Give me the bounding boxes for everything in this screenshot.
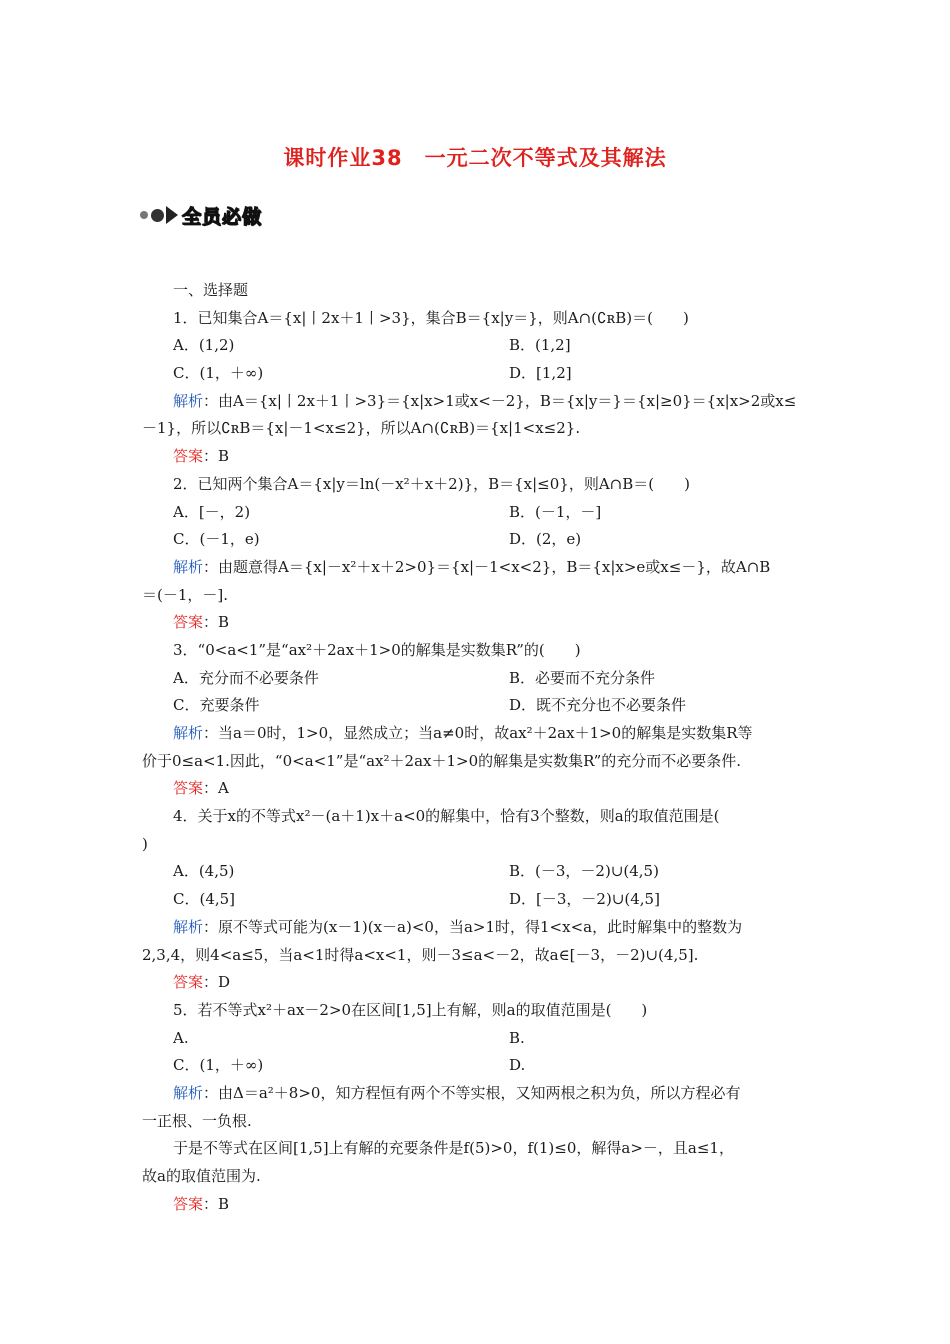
question-4-analysis [142,914,810,942]
question-3-options-cd [142,692,810,720]
question-1-stem: 1．已知集合A＝{x|丨2x＋1丨>3}，集合B＝{x|y＝}，则A∩(∁ʀB)＝( ) [173,308,689,327]
option-b: B．(1,2] [509,336,571,355]
question-3-analysis [142,720,810,748]
section-label: 全员必做 [182,205,263,228]
question-2-stem: 2．已知两个集合A＝{x|y＝ln(－x²＋x＋2)}，B＝{x|≤0}，则A∩B＝( ) [173,474,690,493]
answer-value: ：B [203,447,230,466]
analysis-label: 解析 [173,724,204,742]
section-header [140,202,262,228]
answer-label: 答案 [173,613,204,632]
large-dot-icon [151,209,164,222]
option-c: C．(1，＋∞) [173,364,264,383]
small-dot-icon [140,211,148,219]
option-d: D．(2，e) [509,530,582,549]
analysis-text: ：由题意得A＝{x|－x²＋x＋2>0}＝{x|－1<x<2}，B＝{x|x>e或x≤－}，故A∩B [203,557,771,576]
section-heading: 一、选择题 [173,281,249,299]
question-2-answer [142,609,810,637]
page-title: 课时作业38 一元二次不等式及其解法 [283,146,667,170]
option-c: C．(1，＋∞) [173,1056,264,1075]
option-a: A．(1,2) [173,336,235,355]
answer-label: 答案 [173,447,204,466]
option-a: A．[－，2) [173,502,251,521]
analysis-text: ：当a＝0时，1>0，显然成立；当a≠0时，故ax²＋2ax＋1>0的解集是实数集R等 [203,724,753,742]
analysis-label: 解析 [173,391,204,410]
question-5-options-cd [142,1052,810,1080]
option-d: D．[1,2] [509,364,572,383]
answer-value: ：B [203,1194,230,1213]
question-4-options-cd [142,886,810,914]
answer-label: 答案 [173,973,204,992]
analysis-text: ：原不等式可能为(x－1)(x－a)<0，当a>1时，得1<x<a，此时解集中的整数为 [203,917,743,936]
question-5-analysis [142,1080,810,1108]
question-5-answer [142,1191,810,1219]
option-c: C．充要条件 [173,696,260,715]
analysis-text: ：由A＝{x|丨2x＋1丨>3}＝{x|x>1或x<－2}，B＝{x|y＝}＝{x|≥0}＝{x|x>2或x≤ [203,391,797,410]
question-1-options-cd [142,360,810,388]
option-d: D. [509,1056,526,1075]
option-c: C．(－1，e) [173,530,260,549]
question-3-stem: 3．“0<a<1”是“ax²＋2ax＋1>0的解集是实数集R”的( ) [173,640,581,659]
analysis-text: ：由Δ＝a²＋8>0，知方程恒有两个不等实根，又知两根之积为负，所以方程必有 [203,1083,741,1102]
question-2-options-ab [142,499,810,527]
answer-value: ：D [203,973,231,992]
question-2-analysis [142,554,810,582]
question-1-options-ab [142,332,810,360]
option-b: B．(－1，－] [509,502,602,521]
question-3-analysis-cont: 价于0≤a<1.因此，“0<a<1”是“ax²＋2ax＋1>0的解集是实数集R”的充分而不必要条件. [142,751,742,770]
arrow-icon [166,206,178,224]
question-5-options-ab [142,1025,810,1053]
analysis-label: 解析 [173,557,204,576]
answer-value: ：B [203,613,230,632]
question-5-analysis-para2: 于是不等式在区间[1,5]上有解的充要条件是f(5)>0，f(1)≤0，解得a>－，且a≤1， [173,1139,734,1158]
option-d: D．[－3，－2)∪(4,5] [509,890,660,909]
analysis-label: 解析 [173,917,204,936]
answer-label: 答案 [173,779,204,798]
question-4-answer [142,969,810,997]
option-a: A．充分而不必要条件 [173,668,319,687]
question-1-analysis-cont: －1}，所以∁ʀB＝{x|－1<x≤2}，所以A∩(∁ʀB)＝{x|1<x≤2}. [142,419,581,438]
question-2-options-cd [142,526,810,554]
option-c: C．(4,5] [173,890,236,909]
question-4-stem-cont: ) [142,834,148,853]
option-a: A．(4,5) [173,862,235,881]
question-1-answer [142,443,810,471]
question-3-answer [142,775,810,803]
question-4-stem: 4．关于x的不等式x²－(a＋1)x＋a<0的解集中，恰有3个整数，则a的取值范围是( [173,807,720,826]
option-a: A. [173,1028,189,1047]
question-4-options-ab [142,858,810,886]
question-4-analysis-cont: 2,3,4，则4<a≤5，当a<1时得a<x<1，则－3≤a<－2，故a∈[－3，－2)∪(4,5]. [142,945,699,964]
question-5-analysis-cont: 一正根、一负根. [142,1111,252,1130]
question-2-analysis-cont: ＝(－1，－]. [142,585,229,604]
question-5-analysis-para2-cont: 故a的取值范围为. [142,1167,261,1185]
option-b: B．(－3，－2)∪(4,5) [509,862,659,881]
question-3-options-ab [142,665,810,693]
question-5-stem: 5．若不等式x²＋ax－2>0在区间[1,5]上有解，则a的取值范围是( ) [173,1000,648,1019]
analysis-label: 解析 [173,1083,204,1102]
option-b: B. [509,1028,525,1047]
question-1-analysis [142,388,810,416]
option-d: D．既不充分也不必要条件 [509,696,687,715]
answer-value: ：A [203,779,229,798]
exercise-content [142,277,810,1218]
answer-label: 答案 [173,1194,204,1213]
option-b: B．必要而不充分条件 [509,668,656,687]
